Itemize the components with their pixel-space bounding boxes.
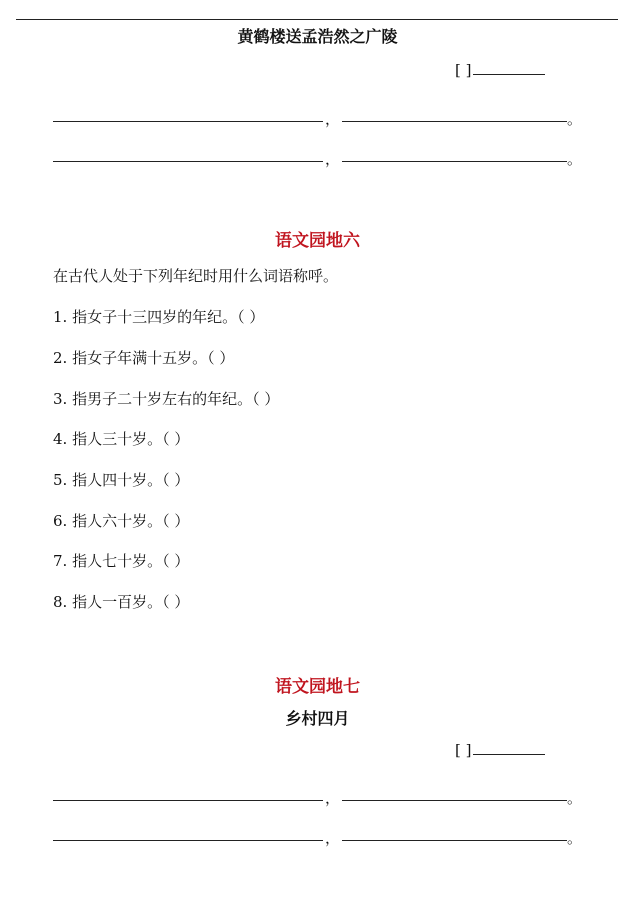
comma: ， [325,829,341,847]
question-item: 6. 指人六十岁。（ ） [53,512,190,530]
question-item: 5. 指人四十岁。（ ） [53,471,190,489]
author-bracket: [ ] [455,741,472,759]
question-item: 3. 指男子二十岁左右的年纪。（ ） [53,390,280,408]
period: 。 [567,829,583,847]
author-bracket: [ ] [455,61,472,79]
answer-line[interactable] [53,121,323,122]
author-underline[interactable] [473,60,545,75]
period: 。 [567,150,583,168]
question-item: 4. 指人三十岁。（ ） [53,430,190,448]
period: 。 [567,789,583,807]
author-blank-2 [455,740,545,759]
question-item: 7. 指人七十岁。（ ） [53,552,190,570]
question-item: 8. 指人一百岁。（ ） [53,593,190,611]
answer-line[interactable] [53,840,323,841]
poem-title-1: 黄鹤楼送孟浩然之广陵 [237,27,398,46]
section-heading-7: 语文园地七 [275,677,360,697]
question-item: 1. 指女子十三四岁的年纪。（ ） [53,308,265,326]
instruction: 在古代人处于下列年纪时用什么词语称呼。 [53,267,339,285]
comma: ， [325,150,341,168]
question-item: 2. 指女子年满十五岁。（ ） [53,349,235,367]
period: 。 [567,110,583,128]
answer-line[interactable] [342,800,567,801]
comma: ， [325,110,341,128]
top-rule [16,19,618,20]
answer-line[interactable] [342,840,567,841]
answer-line[interactable] [53,800,323,801]
comma: ， [325,789,341,807]
answer-line[interactable] [342,161,567,162]
answer-line[interactable] [53,161,323,162]
poem-title-2: 乡村四月 [285,709,350,728]
author-underline[interactable] [473,740,545,755]
author-blank-1 [455,60,545,79]
section-heading-6: 语文园地六 [275,231,360,251]
answer-line[interactable] [342,121,567,122]
